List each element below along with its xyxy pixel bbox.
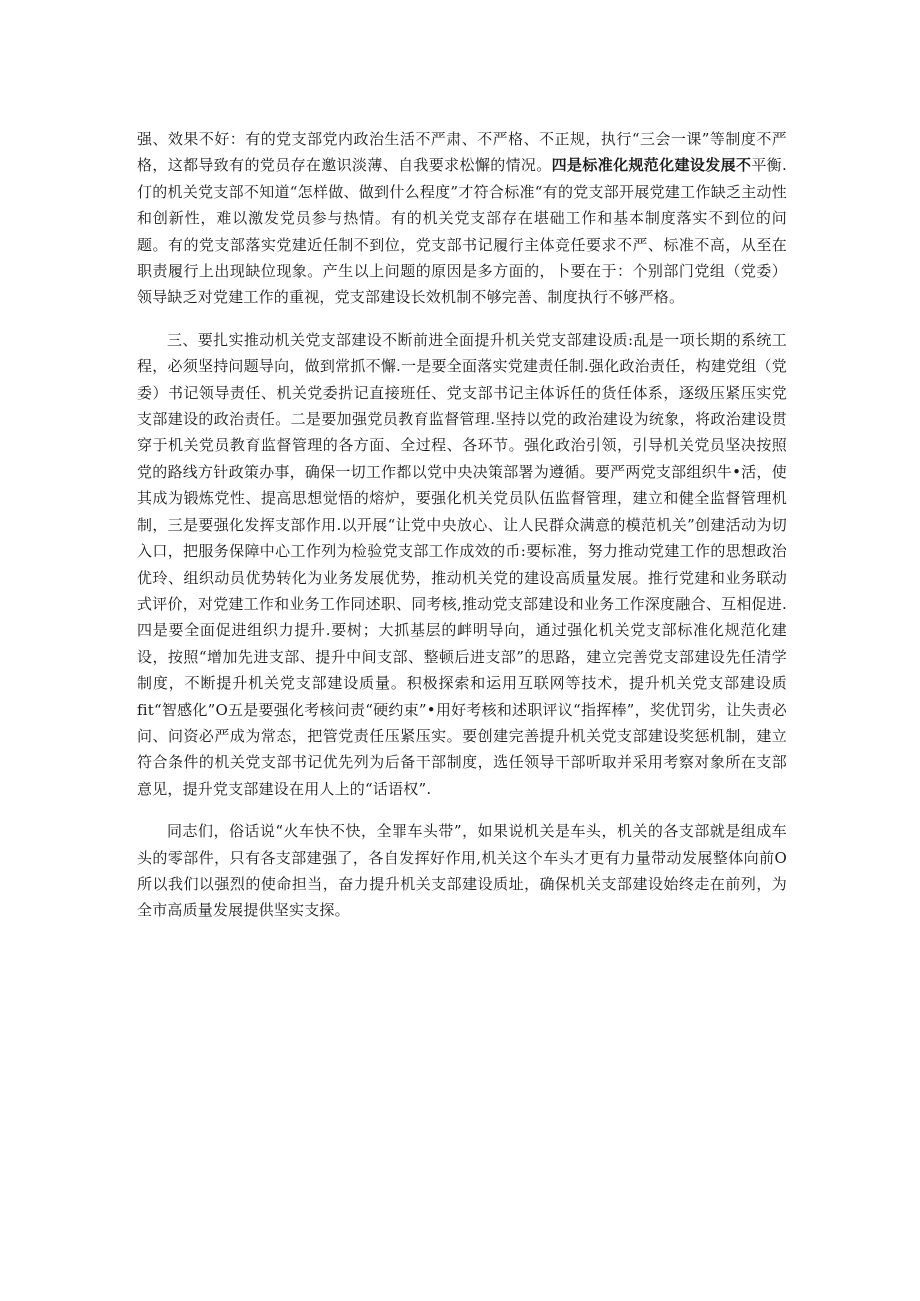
paragraph-3 bbox=[137, 818, 787, 924]
paragraph-1 bbox=[137, 126, 787, 311]
paragraph-2 bbox=[137, 327, 787, 802]
paragraph-1-text-a: 强、效果不好：有的党支部党内政治生活不严肃、不严格、不正规，执行“三会一课”等制度不严格，这都导致有的党员存在邀识淡薄、自我要求松懈的情况。 bbox=[137, 130, 787, 175]
paragraph-3-text: 同志们，俗话说“火车快不快，全罪车头带”，如果说机关是车头，机关的各支部就是组成车头的零部件，只有各支部建强了，各自发挥好作用,机关这个车头才更有力量带动发展整体向前O所以我们以强烈的使命担当，奋力提升机关支部建设质址，确保机关支部建设始终走在前列，为全市高质量发展提供坚实支探。 bbox=[137, 822, 787, 920]
paragraph-1-text-b: 平衡.仃的机关党支部不知道“怎样做、做到什么程度”才符合标准“有的党支部开展党建工作缺乏主动性和创新性，难以激发党员参与热情。有的机关党支部存在堪础工作和基本制度落实不到位的问题。有的党支部落实党建近任制不到位，党支部书记履行主体竞任要求不严、标准不高，从至在职责履行上出现缺位现象。产生以上问题的原因是多方面的，卜要在于：个别部门党组（党委）领导缺乏对党建工作的重视，党支部建设长效机制不够完善、制度执行不够严格。 bbox=[137, 156, 787, 307]
paragraph-2-text: 三、要扎实推动机关党支部建设不断前进全面提升机关党支部建设质:乱是一项长期的系统工程，必须坚持问题导向，做到常抓不懈.一是要全面落实党建责任制.强化政治责任，构建党组（党委）书记领导责任、机关党委扸记直接班任、党支部书记主体诉任的货任体系，逐级压紧压实党支部建设的政治责任。二是要加强党员教育监督管理.坚持以党的政治建设为统象，将政治建设贯穿于机关党员教育监督管理的各方面、全过程、各环节。强化政治引领，引导机关党员坚决按照党的路线方针政策办事，确保一切工作都以党中央决策部署为遵循。要严两党支部组织牛•活，使其成为锻炼党性、提高思想觉悟的熔炉，要强化机关党员队伍监督管理，建立和健全监督管理机制，三是要强化发挥支部作用.以开展“让党中央放心、让人民群众满意的模范机关”创建活动为切入口，把服务保障中心工作列为检验党支部工作成效的币:要标准，努力推动党建工作的思想政治优玲、组织动员优势转化为业务发展优势，推动机关党的建设高质量发展。推行党建和业务联动式评价，对党建工作和业务工作同述职、同考核,推动党支部建设和业务工作深度融合、互相促进.四是要全面促进组织力提升.要树；大抓基层的衅明导向，通过强化机关党支部标准化规范化建设，按照“增加先进支部、提升中间支部、整顿后进支部”的思路，建立完善党支部建设先任清学制度，不断提升机关党支部建设质量。积极探索和运用互联网等技术，提升机关党支部建设质fit“智感化”O五是要强化考核问责“硬约束”•用好考核和述职评议“指挥棒”，奖优罚劣，让失责必问、问资必严成为常态，把管党责任压紧压实。要创建完善提升机关党支部建设奖惩机制，建立符合条件的机关党支部书记优先列为后备干部制度，选任领导干部听取并采用考察对象所在支部意见，提升党支部建设在用人上的“话语权”. bbox=[137, 330, 787, 798]
document-body bbox=[137, 126, 787, 940]
paragraph-1-bold-heading: 四是标准化规范化建设发展不 bbox=[551, 156, 752, 175]
